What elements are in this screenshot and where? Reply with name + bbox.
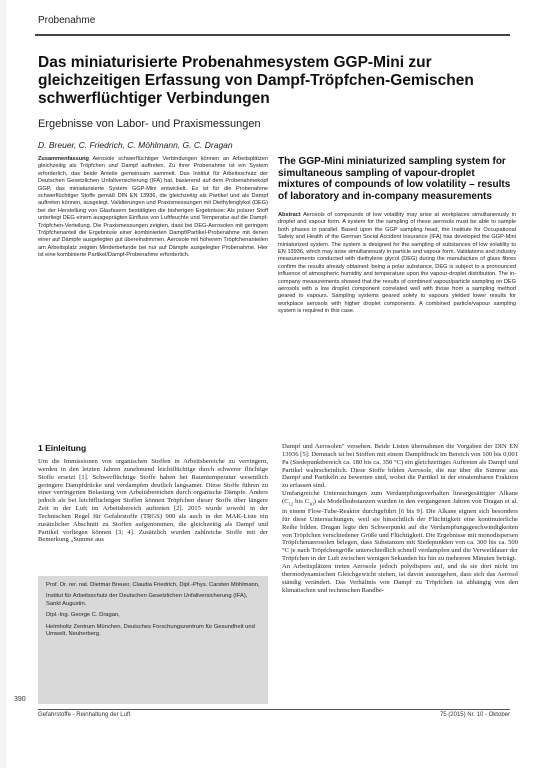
author-affiliation-box [38, 576, 268, 704]
english-title: The GGP-Mini miniaturized sampling system for simultaneous sampling of vapour-droplet mixtures of compounds of low volatility – results of laboratory and in-company measurements [278, 156, 511, 202]
section-tag: Probenahme [38, 15, 96, 26]
affiliation-line: Helmholtz Zentrum München, Deutsches Forschungszentrum für Gesundheit und Umwelt, Neuherberg. [46, 623, 255, 638]
author-list: D. Breuer, C. Friedrich, C. Möhlmann, G. C. Dragan [38, 140, 233, 150]
journal-name: Gefahrstoffe - Reinhaltung der Luft [38, 712, 131, 718]
text-run: bis C [293, 497, 310, 505]
abstract-label: Abstract [278, 212, 301, 218]
text-run: Umfangreiche Untersuchungen zum Verdampfungsverhalten lineargesättigter Alkane (C [282, 490, 518, 505]
top-rule [35, 34, 510, 36]
document-page [6, 6, 530, 760]
affiliation-line: Institut für Arbeitsschutz der Deutschen Gesetzlichen Unfallversicherung (IFA), Sankt Augustin. [46, 593, 248, 607]
zusammenfassung [38, 156, 268, 260]
subscript: 12 [288, 501, 294, 507]
body-text-left: Um die Immissionen von organischen Stoffen in Arbeitsbereiche zu verringern, werden in den letzten Jahren zunehmend leichtflüchtige durch schwerer flüchtige Stoffe ersetzt [1]. Schwerflüchtige Stoffe haben bei Raumtemperatur wesentlich geringere Dampfdrücke und verdampfen deutlich langsamer. Diese Stoffe führen zu einer verringerten Belastung von Arbeitsbereichen durch organische Dämpfe. Anders jedoch als bei leichtflüchtigen Stoffen können Tröpfchen dieser Stoffe über längere Zeit in der Luft im Arbeitsbereich auftreten [2]. 2015 wurde sowohl in der Technischen Regel für Gefahrstoffe (TRGS) 900 als auch in der MAK-Liste ein zusätzlicher Abschnitt zu Stoffen aufgenommen, die gleichzeitig als Dampf und Partikel vorliegen können [3; 4]. Zusätzlich wurden zahlreiche Stoffe mit der Bemerkung „Summe aus [38, 458, 268, 544]
article-title: Das miniaturisierte Probenahmesystem GGP-Mini zur gleichzeitigen Erfassung von Dampf-Tröpfchen-Gemischen schwerflüchtiger Verbindungen [38, 54, 474, 107]
body-paragraph: An Arbeitsplätzen treten Aerosole jedoch polydispers auf, und da sie dort nicht im thermodynamischen Gleichgewicht stehen, ist davon auszugehen, dass sich das Aerosol ständig verändert. Das Verhältnis von Dampf zu Tröpfchen ist abhängig von den klimatischen und technischen Randbe- [282, 562, 518, 594]
text-run: ) als Modellsubstanzen wurden in den vergangenen Jahren von Dragan et al. in einem Flow-Tube-Reaktor durchgeführt [6 bis 9]. Die Alkane eignen sich besonders für diese Untersuchungen, weil sie hinsichtlich der Flüchtigkeit eine kontinuierliche Reihe bilden. Dragan legte den Schwerpunkt auf die Verdampfungsgeschwindigkeiten von Tröpfchen verschiedener Größe und Flüchtigkeit. Die Ergebnisse mit monodispersen Tröpfchenaerosolen belegen, dass Substanzen mit Siedepunkten von ca. 300 bis ca. 500 °C je nach Tröpfchengröße unterschiedlich schnell verdampfen und die Verweildauer der Tröpfchen in der Luft zwischen wenigen Sekunden bis hin zu mehreren Minuten beträgt. [282, 497, 518, 563]
section-heading-einleitung: 1 Einleitung [38, 443, 87, 453]
zusammenfassung-text: Aerosole schwerflüchtiger Verbindungen können an Arbeitsplätzen gleichzeitig als Tröpfchen und Dampf auftreten. Zu ihrer Probenahme ist ein System erforderlich, das beide Anteile gemeinsam sammelt. Das Institut für Arbeitsschutz der Deutschen Gesetzlichen Unfallversicherung (IFA) hat, basierend auf dem Probenahmekopf GGP, das miniaturisierte System GGP-Mini entwickelt. Es ist für die Probenahme schwerflüchtiger Stoffe gemäß DIN EN 13936, die gleichzeitig als Partikel und als Dampf auftreten können, ausgelegt. Validierungen und Praxismessungen mit Diethylenglykol (DEG) bei der Herstellung von Glasfasern bestätigten die bisherigen Ergebnisse: Als polarer Stoff unterliegt DEG einem ausgeprägten Einfluss von Luftfeuchte und Temperatur auf die Dampf-Tröpfchen-Verteilung. Die Praxismessungen zeigten, dass bei DEG-Aerosolen mit geringem Tröpfchenanteil die Ergebnisse einer kombinierten Dampf/Partikel-Probenahme mit denen einer auf Dämpfe ausgelegten gut übereinstimmen. Aerosole mit höherem Tröpfchenanteilen am Arbeitsplatz zeigten Minderbefunde bei nur auf Dämpfe ausgelegter Probenahme. Hier ist eine kombinierte Partikel/Dampf-Probenahme erforderlich. [38, 156, 268, 259]
footer-rule [38, 709, 510, 710]
body-paragraph [282, 490, 518, 563]
body-column-left [38, 458, 268, 544]
english-abstract-box [278, 156, 516, 431]
issue-info: 75 (2015) Nr. 10 - Oktober [439, 712, 510, 718]
affiliation-line: Dipl.-Ing. George C. Dragan, [46, 612, 120, 619]
abstract-text: Aerosols of compounds of low volatility may arise at workplaces simultaneously in droplet and vapour form. A system for the sampling of these aerosols must be able to sample both phases in parallel. Based upon the GGP sampling head, the Institute for Occupational Safety and Health of the German Social Accident Insurance (IFA) has developed the GGP-Mini miniaturized system. The system is designed for the sampling of substances of low volatility to EN 13936, which may arise simultaneously in particle and vapour form. Validations and industry measurements conducted with diethylene glycol (DEG) during the manufacture of glass fibres confirm the results already obtained: being a polar substance, DEG is subject to a pronounced influence of atmospheric humidity and temperature upon the vapour-droplet distribution. The in-company measurements showed that the results of combined vapour/particle sampling on DEG aerosols with a low droplet component correlated well with those from a sampling method geared to vapours. Sampling systems geared solely to vapours yielded lower results for workplace aerosols with higher droplet components. A combined particle/vapour sampling system is required in this case. [278, 212, 516, 315]
affiliation-line: Prof. Dr. rer. nat. Dietmar Breuer, Claudia Friedrich, Dipl.-Phys. Carsten Möhlmann, [46, 582, 260, 588]
english-abstract [278, 212, 516, 316]
article-subtitle: Ergebnisse von Labor- und Praxismessungen [38, 118, 261, 130]
body-column-right [282, 443, 518, 594]
subscript: 30 [309, 501, 314, 507]
page-number: 390 [14, 696, 26, 703]
body-paragraph: Dampf und Aerosolen" versehen. Beide Listen übernahmen die Vorgaben der DIN EN 13936 [5]: Demnach ist bei Stoffen mit einem Dampfdruck im Bereich von 100 bis 0,001 Pa (Siedepunktbereich ca. 180 bis ca. 350 °C) ein gleichzeitiges Auftreten als Dampf und Partikel wahrscheinlich. Diese Stoffe bilden Aerosole, die nur über die Summe aus Dampf und Partikeln zu bewerten sind, wobei die Partikel in der einatembaren Fraktion zu erfassen sind. [282, 443, 518, 490]
zusammenfassung-label: Zusammenfassung [38, 156, 89, 162]
